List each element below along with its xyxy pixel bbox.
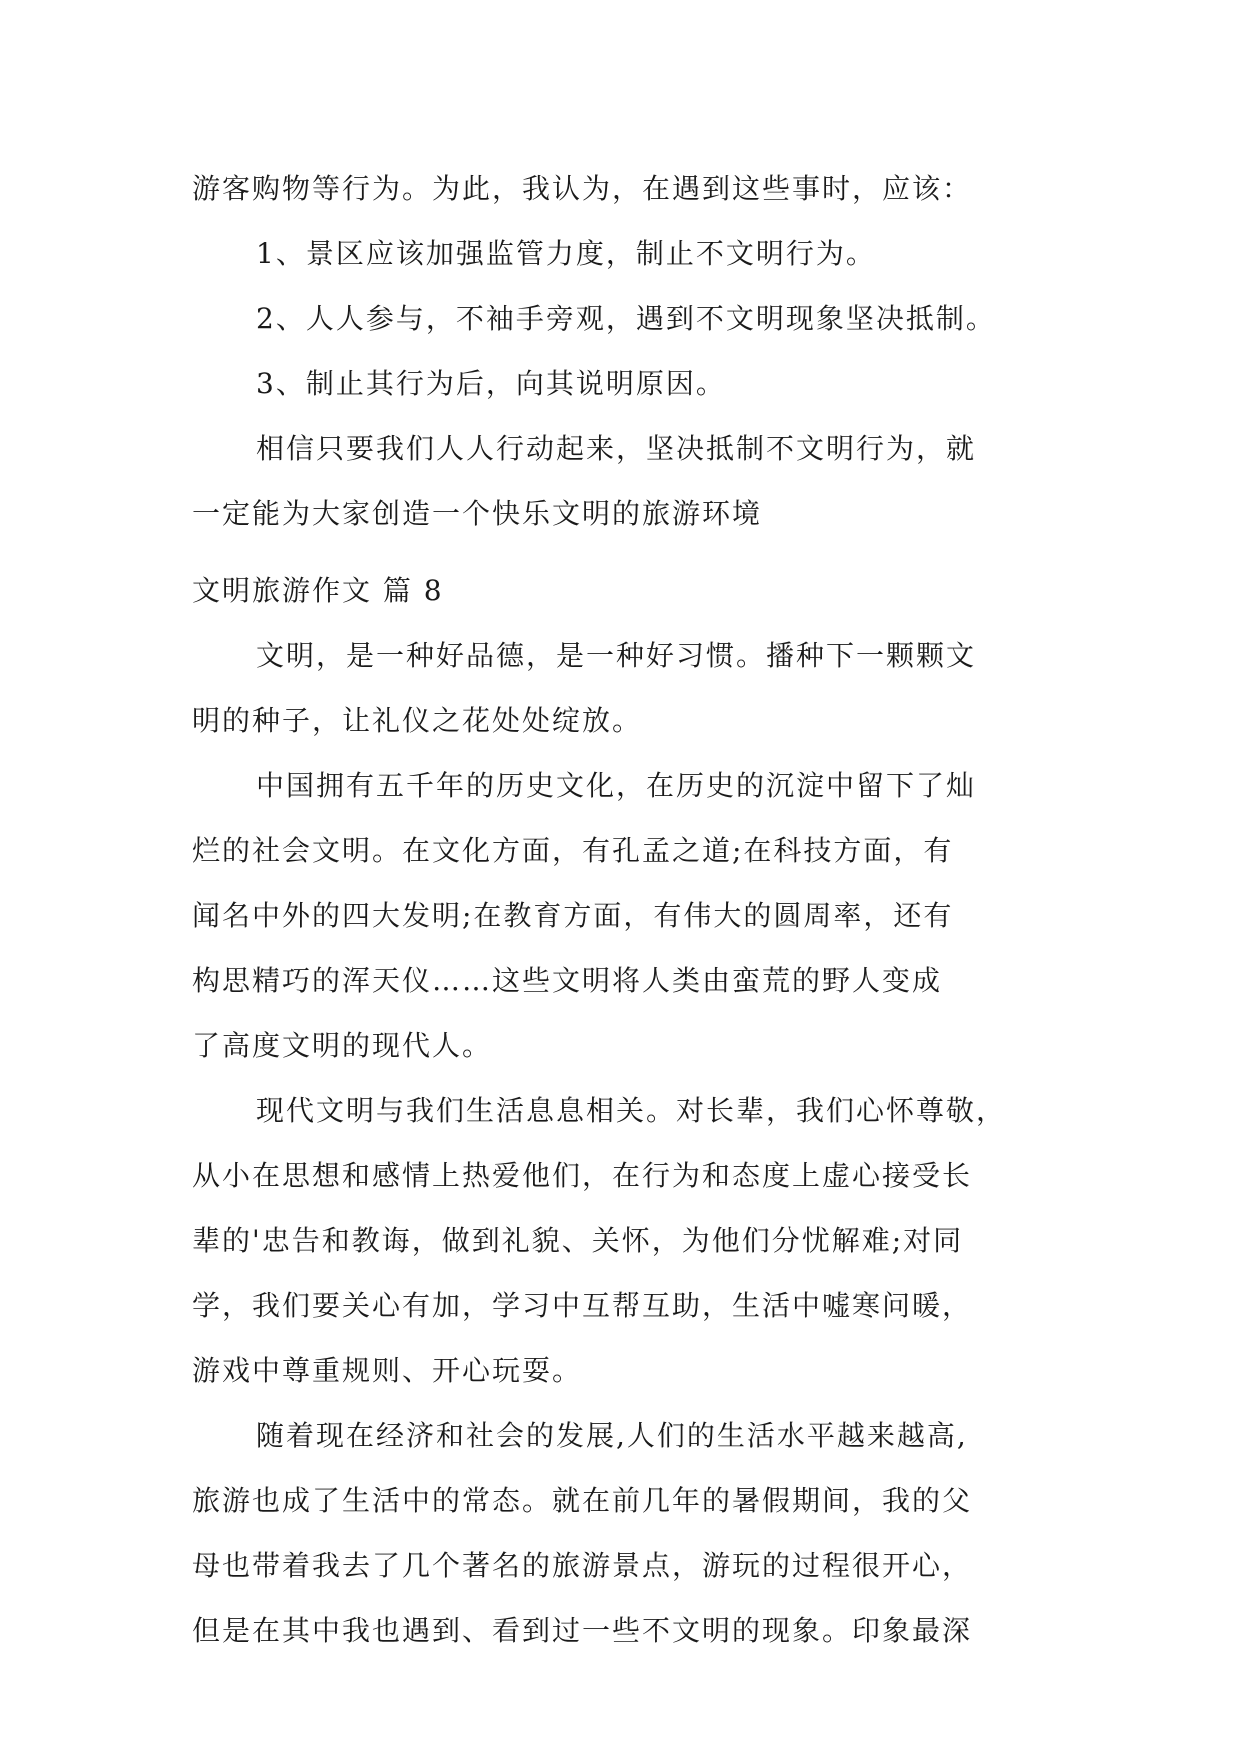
essay-section-8 xyxy=(192,558,1062,1663)
text-line: 文明，是一种好品德，是一种好习惯。播种下一颗颗文 xyxy=(256,639,977,672)
text-line: 了高度文明的现代人。 xyxy=(192,1029,493,1062)
text-line: 学，我们要关心有加，学习中互帮互助，生活中嘘寒问暖， xyxy=(192,1289,973,1322)
text-line: 2、人人参与，不袖手旁观，遇到不文明现象坚决抵制。 xyxy=(256,302,996,335)
text-line: 母也带着我去了几个著名的旅游景点，游玩的过程很开心， xyxy=(192,1549,973,1582)
text-line: 辈的'忠告和教诲，做到礼貌、关怀，为他们分忧解难;对同 xyxy=(192,1224,964,1257)
text-line: 但是在其中我也遇到、看到过一些不文明的现象。印象最深 xyxy=(192,1614,973,1647)
text-line: 相信只要我们人人行动起来，坚决抵制不文明行为，就 xyxy=(256,432,977,465)
text-line: 1、景区应该加强监管力度，制止不文明行为。 xyxy=(256,237,876,270)
text-line: 现代文明与我们生活息息相关。对长辈，我们心怀尊敬， xyxy=(256,1094,1007,1127)
previous-essay-ending xyxy=(192,156,1062,546)
text-line: 构思精巧的浑天仪……这些文明将人类由蛮荒的野人变成 xyxy=(192,964,943,997)
text-line: 从小在思想和感情上热爱他们，在行为和态度上虚心接受长 xyxy=(192,1159,973,1192)
text-line: 游客购物等行为。为此，我认为，在遇到这些事时，应该： xyxy=(192,172,973,205)
text-line: 明的种子，让礼仪之花处处绽放。 xyxy=(192,704,643,737)
text-line: 随着现在经济和社会的发展,人们的生活水平越来越高, xyxy=(256,1419,968,1452)
text-line: 一定能为大家创造一个快乐文明的旅游环境 xyxy=(192,497,763,530)
text-line: 烂的社会文明。在文化方面，有孔孟之道;在科技方面，有 xyxy=(192,834,954,867)
text-line: 闻名中外的四大发明;在教育方面，有伟大的圆周率，还有 xyxy=(192,899,954,932)
text-line: 游戏中尊重规则、开心玩耍。 xyxy=(192,1354,583,1387)
text-line: 3、制止其行为后，向其说明原因。 xyxy=(256,367,726,400)
text-line: 旅游也成了生活中的常态。就在前几年的暑假期间，我的父 xyxy=(192,1484,973,1517)
section-heading: 文明旅游作文 篇 8 xyxy=(192,574,444,607)
text-line: 中国拥有五千年的历史文化，在历史的沉淀中留下了灿 xyxy=(256,769,977,802)
